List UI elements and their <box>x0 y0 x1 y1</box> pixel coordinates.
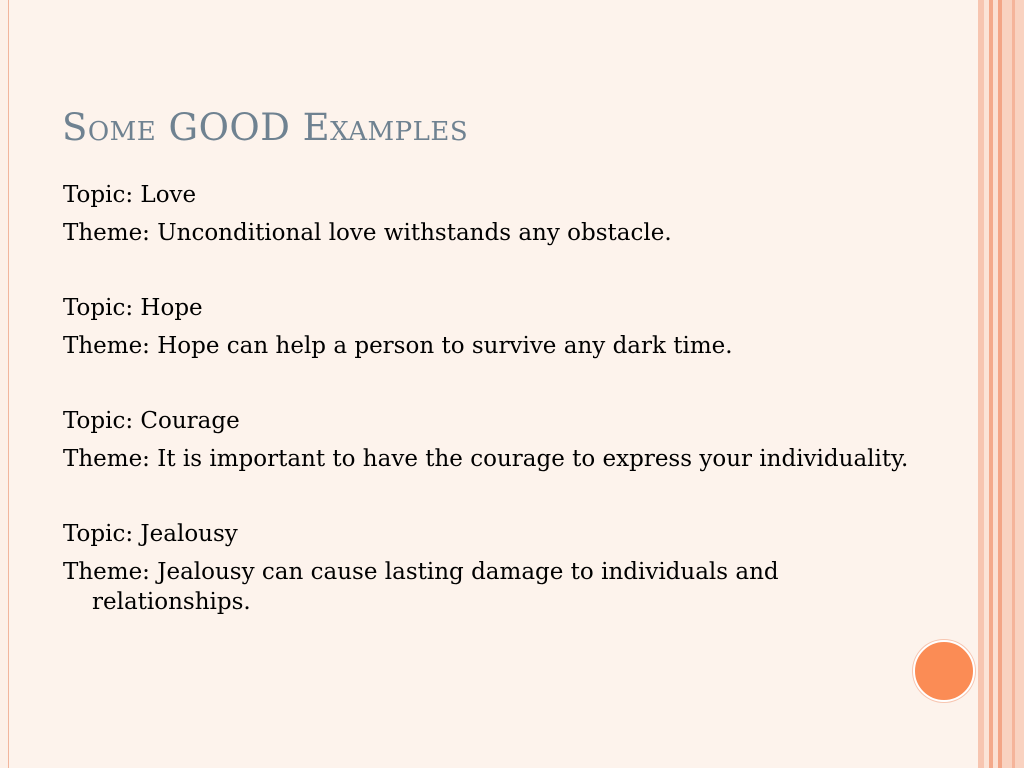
slide-title: Some GOOD Examples <box>62 106 469 149</box>
theme-hope: Theme: Hope can help a person to survive any dark time. <box>63 333 733 359</box>
slide-body <box>63 180 913 617</box>
topic-courage: Topic: Courage <box>63 408 240 434</box>
right-stripe-7 <box>1012 0 1015 768</box>
theme-courage: Theme: It is important to have the courage to express your individuality. <box>63 446 909 472</box>
topic-hope: Topic: Hope <box>63 295 203 321</box>
theme-jealousy: Theme: Jealousy can cause lasting damage to individuals and relationships. <box>63 559 779 615</box>
topic-jealousy: Topic: Jealousy <box>63 521 238 547</box>
accent-circle <box>913 640 975 702</box>
left-border-line <box>0 0 9 768</box>
theme-love: Theme: Unconditional love withstands any obstacle. <box>63 220 672 246</box>
topic-love: Topic: Love <box>63 182 197 208</box>
